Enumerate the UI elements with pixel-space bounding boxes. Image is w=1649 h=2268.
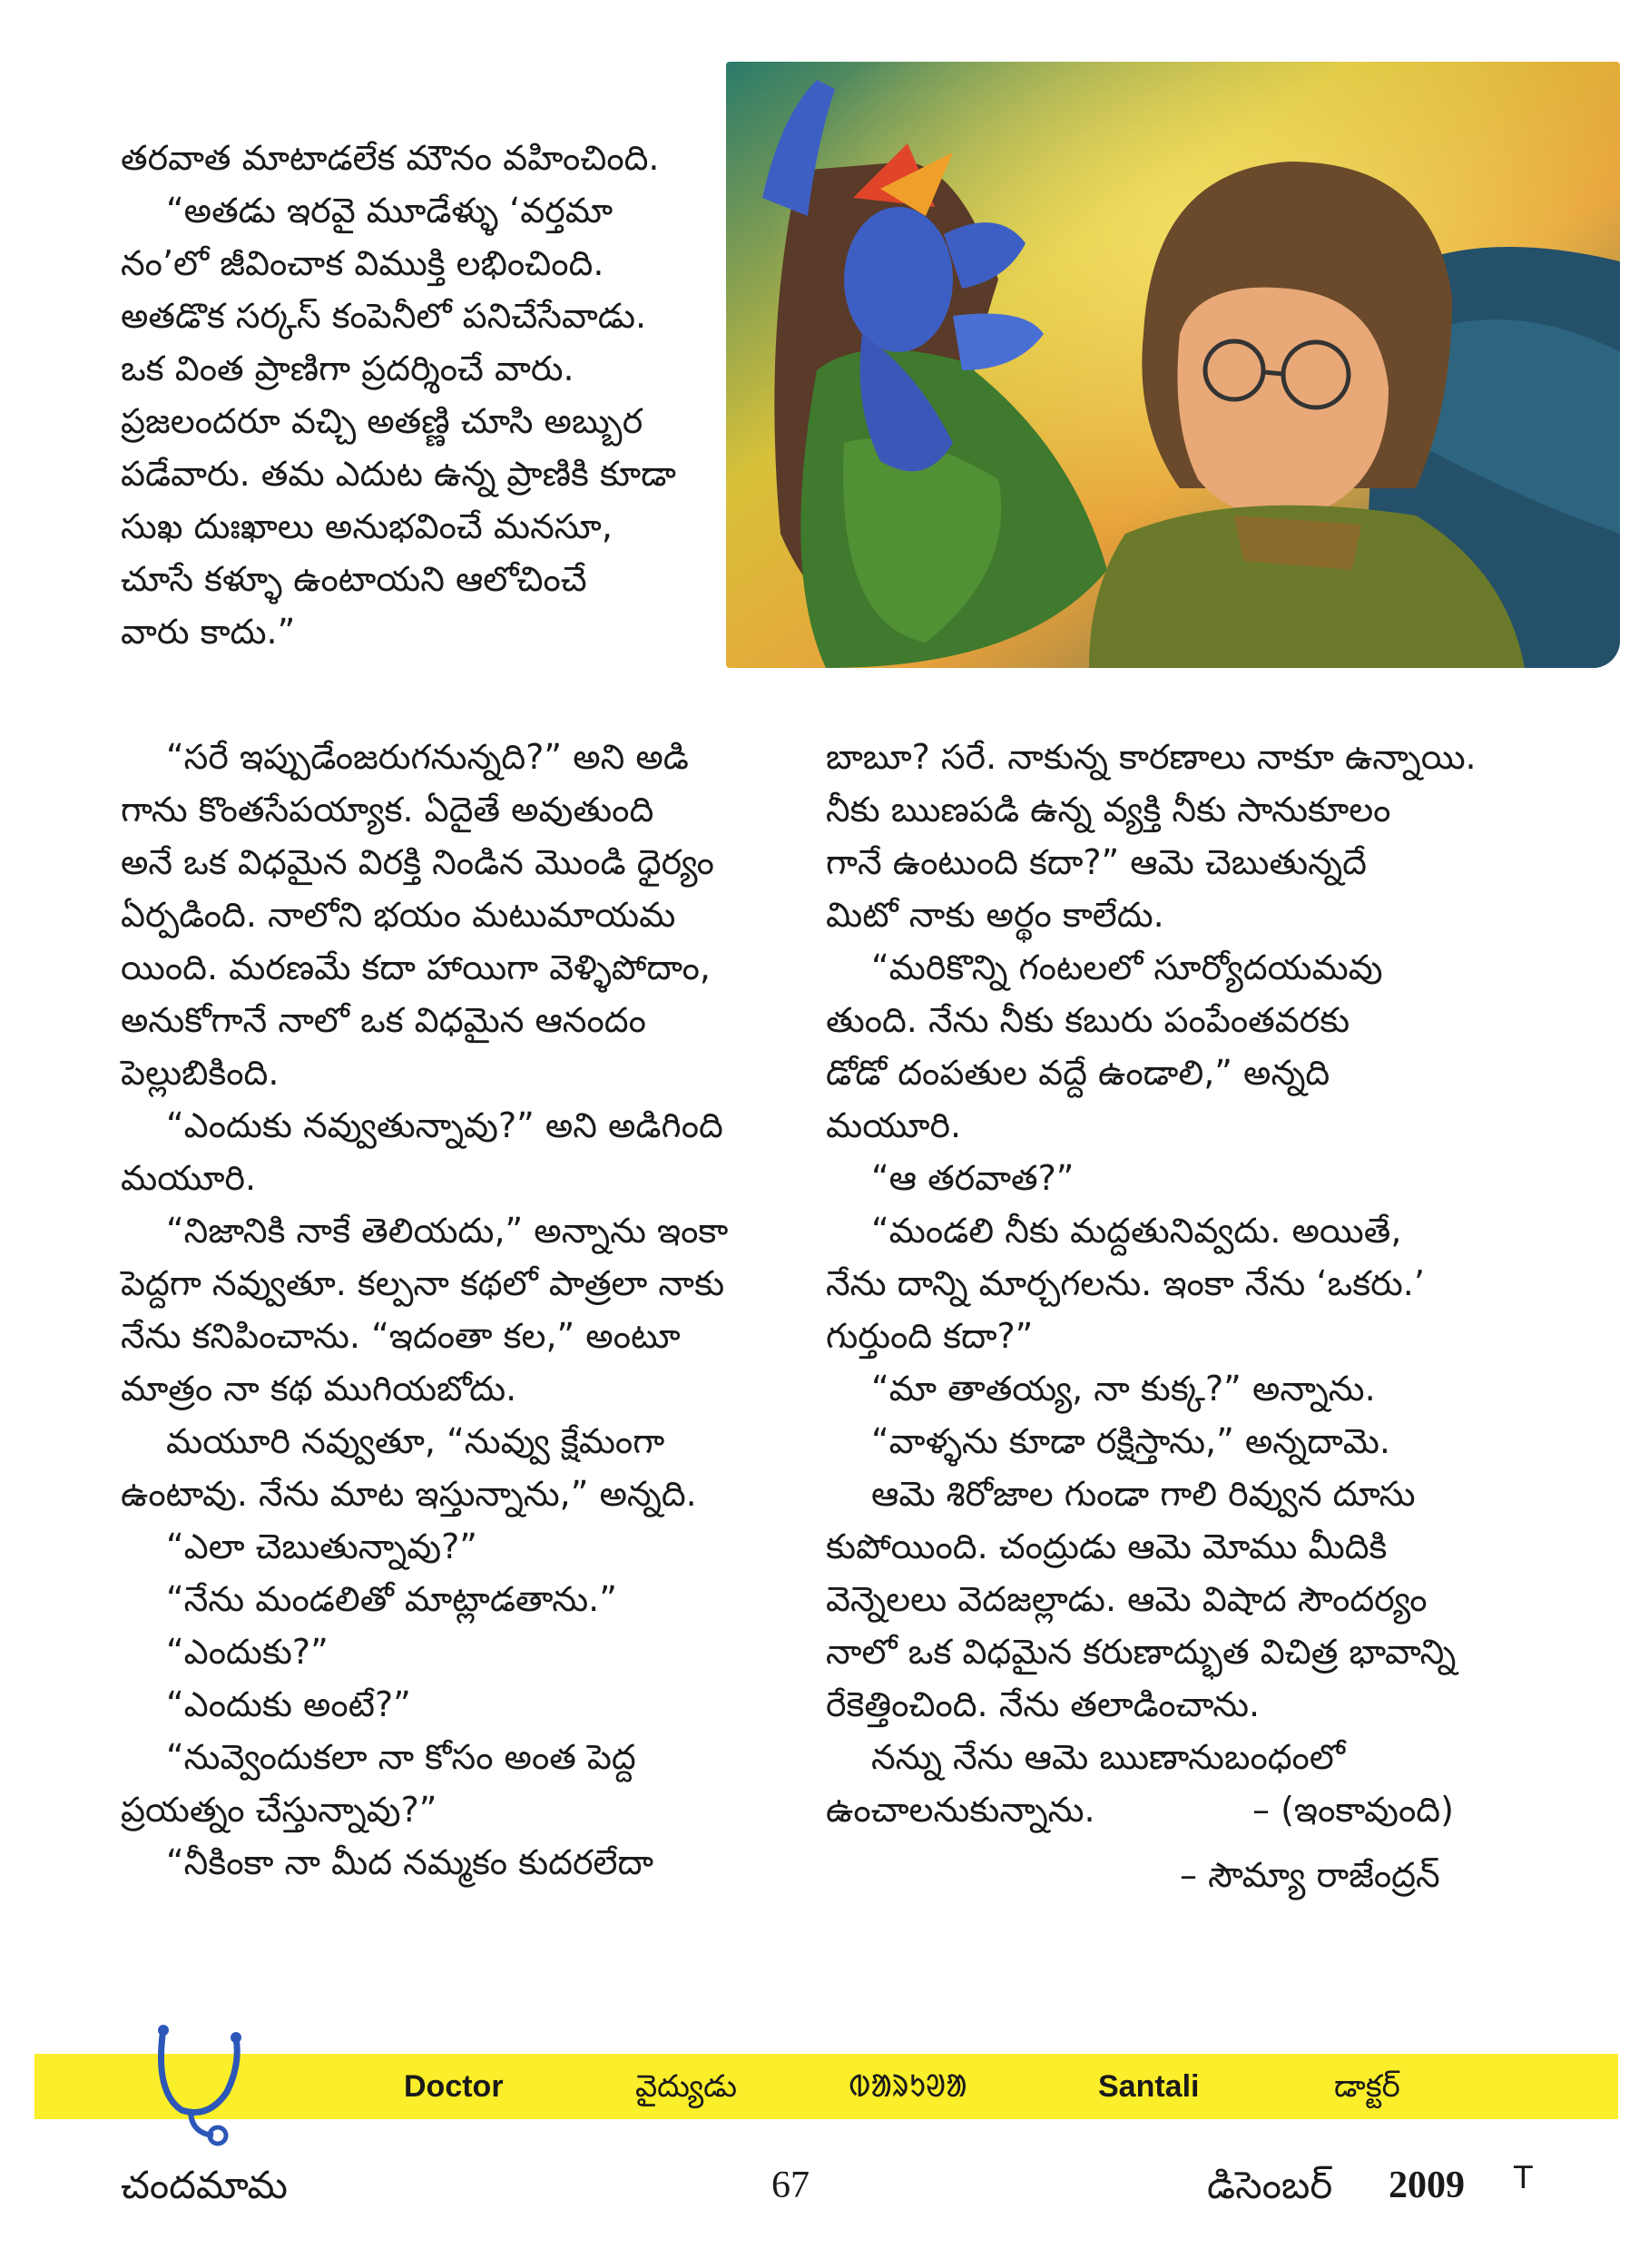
- text-line: “ఆ తరవాత?”: [871, 1158, 1075, 1198]
- vocab-language: Santali: [1098, 2069, 1200, 2104]
- text-line: మయూరి.: [826, 1105, 962, 1145]
- text-line: పెద్దగా నవ్వుతూ. కల్పనా కథలో పాత్రలా నాకు: [121, 1263, 725, 1303]
- text-line: “నీకింకా నా మీద నమ్మకం కుదరలేదా: [166, 1842, 653, 1882]
- text-line: “ఎందుకు?”: [166, 1632, 329, 1672]
- text-line: “నువ్వెందుకలా నా కోసం అంత పెద్ద: [166, 1737, 636, 1777]
- text-line: “మండలి నీకు మద్దతునివ్వదు. అయితే,: [871, 1211, 1402, 1251]
- text-line: కుపోయింది. చంద్రుడు ఆమె మోము మీదికి: [826, 1527, 1388, 1566]
- vocab-santali-script: ᱵᱟᱨᱩᱣᱟ: [849, 2068, 967, 2105]
- text-line: “మా తాతయ్య, నా కుక్క?” అన్నాను.: [871, 1369, 1376, 1409]
- text-line: మయూరి నవ్వుతూ, “నువ్వు క్షేమంగా: [166, 1421, 665, 1461]
- text-line: యింది. మరణమే కదా హాయిగా వెళ్ళిపోదాం,: [121, 947, 711, 987]
- text-line: “మరికొన్ని గంటలలో సూర్యోదయమవు: [871, 947, 1383, 987]
- text-line: ప్రజలందరూ వచ్చి అతణ్ణి చూసి అబ్బుర: [121, 401, 643, 441]
- text-line: “అతడు ఇరవై మూడేళ్ళు ‘వర్తమా: [166, 191, 613, 231]
- text-line: నేను దాన్ని మార్చగలను. ఇంకా నేను ‘ఒకరు.’: [826, 1263, 1425, 1303]
- text-line: నేను కనిపించాను. “ఇదంతా కల,” అంటూ: [121, 1316, 681, 1356]
- vocab-telugu: వైద్యుడు: [635, 2068, 738, 2105]
- text-line: ఉంటావు. నేను మాట ఇస్తున్నాను,” అన్నది.: [121, 1474, 697, 1514]
- text-line: సుఖ దుఃఖాలు అనుభవించే మనసూ,: [121, 506, 613, 546]
- text-line: గుర్తుంది కదా?”: [826, 1316, 1034, 1356]
- text-line: బాబూ? సరే. నాకున్న కారణాలు నాకూ ఉన్నాయి.: [826, 737, 1477, 777]
- text-line: ప్రయత్నం చేస్తున్నావు?”: [121, 1790, 437, 1830]
- issue-month: డిసెంబర్: [1207, 2163, 1333, 2207]
- text-line: “ఎలా చెబుతున్నావు?”: [166, 1527, 477, 1566]
- text-line: గానే ఉంటుంది కదా?” ఆమె చెబుతున్నదే: [826, 842, 1367, 882]
- text-line: మిటో నాకు అర్థం కాలేదు.: [826, 895, 1164, 935]
- text-line: పెల్లుబికింది.: [121, 1053, 280, 1093]
- text-line: నం’లో జీవించాక విముక్తి లభించింది.: [121, 243, 604, 283]
- page-number: 67: [771, 2165, 810, 2206]
- text-line: అతడొక సర్కస్ కంపెనీలో పనిచేసేవాడు.: [121, 296, 647, 336]
- text-line: ఒక వింత ప్రాణిగా ప్రదర్శించే వారు.: [121, 349, 574, 388]
- text-line: నీకు ఋణపడి ఉన్న వ్యక్తి నీకు సానుకూలం: [826, 790, 1391, 830]
- text-line: తరవాత మాటాడలేక మౌనం వహించింది.: [121, 138, 660, 178]
- text-line: “నేను మండలితో మాట్లాడతాను.”: [166, 1579, 617, 1619]
- issue-year: 2009: [1389, 2165, 1465, 2206]
- story-illustration: [726, 62, 1620, 668]
- footer-mark: T: [1514, 2160, 1533, 2196]
- text-line: “ఎందుకు నవ్వుతున్నావు?” అని అడిగింది: [166, 1105, 723, 1145]
- vocab-telugu-loan: డాక్టర్: [1334, 2068, 1400, 2105]
- text-line: ఉంచాలనుకున్నాను.: [826, 1790, 1095, 1830]
- text-line: వెన్నెలలు వెదజల్లాడు. ఆమె విషాద సౌందర్యం: [826, 1579, 1428, 1619]
- text-line: నన్ను నేను ఆమె ఋణానుబంధంలో: [871, 1737, 1345, 1777]
- magazine-name: చందమామ: [121, 2163, 288, 2207]
- text-line: అనుకోగానే నాలో ఒక విధమైన ఆనందం: [121, 1000, 646, 1040]
- text-line: నాలో ఒక విధమైన కరుణాద్భుత విచిత్ర భావాన్ని: [826, 1632, 1457, 1672]
- text-line: “ఎందుకు అంటే?”: [166, 1684, 411, 1724]
- text-line: రేకెత్తించింది. నేను తలాడించాను.: [826, 1684, 1261, 1724]
- text-line: “వాళ్ళను కూడా రక్షిస్తాను,” అన్నదామె.: [871, 1421, 1390, 1461]
- text-line: “నిజానికి నాకే తెలియదు,” అన్నాను ఇంకా: [166, 1211, 729, 1251]
- text-line: ఏర్పడింది. నాలోని భయం మటుమాయమ: [121, 895, 676, 935]
- text-line: గాను కొంతసేపయ్యాక. ఏదైతే అవుతుంది: [121, 790, 654, 830]
- text-line: వారు కాదు.”: [121, 612, 296, 652]
- text-line: “సరే ఇప్పుడేంజరుగనున్నది?” అని అడి: [166, 737, 689, 777]
- author-byline: – సౌమ్యా రాజేంద్రన్: [1180, 1855, 1440, 1895]
- text-line: మాత్రం నా కథ ముగియబోదు.: [121, 1369, 517, 1409]
- text-line: డోడో దంపతుల వద్దే ఉండాలి,” అన్నది: [826, 1053, 1330, 1093]
- continued-note: – (ఇంకావుంది): [1252, 1790, 1454, 1830]
- text-line: పడేవారు. తమ ఎదుట ఉన్న ప్రాణికి కూడా: [121, 454, 676, 494]
- text-line: అనే ఒక విధమైన విరక్తి నిండిన మొండి ధైర్యం: [121, 842, 714, 882]
- stethoscope-icon: [127, 2019, 263, 2146]
- text-line: మయూరి.: [121, 1158, 257, 1198]
- text-line: ఆమె శిరోజాల గుండా గాలి రివ్వున దూసు: [871, 1474, 1416, 1514]
- text-line: తుంది. నేను నీకు కబురు పంపేంతవరకు: [826, 1000, 1350, 1040]
- text-line: చూసే కళ్ళూ ఉంటాయని ఆలోచించే: [121, 559, 587, 599]
- vocab-english: Doctor: [404, 2069, 504, 2104]
